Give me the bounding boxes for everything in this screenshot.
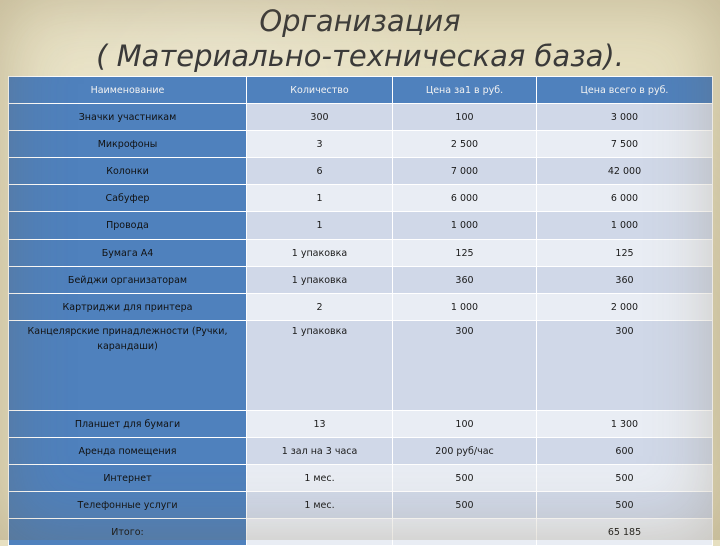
table-row bbox=[9, 240, 713, 267]
cell-name: Бумага А4 bbox=[9, 240, 247, 267]
table-row bbox=[9, 294, 713, 321]
cell-name: Интернет bbox=[9, 465, 247, 492]
materials-table bbox=[8, 76, 713, 546]
cell-total-price: 600 bbox=[537, 438, 713, 465]
cell-name: Бейджи организаторам bbox=[9, 267, 247, 294]
cell-name: Аренда помещения bbox=[9, 438, 247, 465]
cell-unit-price: 200 руб/час bbox=[393, 438, 537, 465]
header-quantity: Количество bbox=[247, 77, 393, 104]
cell-total-price: 42 000 bbox=[537, 158, 713, 185]
cell-name: Телефонные услуги bbox=[9, 492, 247, 519]
header-total-price: Цена всего в руб. bbox=[537, 77, 713, 104]
table-row bbox=[9, 438, 713, 465]
table-row bbox=[9, 104, 713, 131]
slide-title bbox=[0, 2, 720, 75]
cell-name: Сабуфер bbox=[9, 185, 247, 212]
table-row bbox=[9, 465, 713, 492]
cell-quantity: 3 bbox=[247, 131, 393, 158]
cell-name: Колонки bbox=[9, 158, 247, 185]
cell-unit-price: 300 bbox=[393, 321, 537, 411]
cell-unit-price bbox=[393, 519, 537, 546]
cell-name: Микрофоны bbox=[9, 131, 247, 158]
cell-quantity: 6 bbox=[247, 158, 393, 185]
cell-quantity: 300 bbox=[247, 104, 393, 131]
cell-quantity: 1 мес. bbox=[247, 465, 393, 492]
cell-total-price: 125 bbox=[537, 240, 713, 267]
header-unit-price: Цена за1 в руб. bbox=[393, 77, 537, 104]
cell-name: Канцелярские принадлежности (Ручки, карандаши) bbox=[9, 321, 247, 411]
cell-unit-price: 500 bbox=[393, 492, 537, 519]
cell-total-price: 360 bbox=[537, 267, 713, 294]
cell-quantity: 1 упаковка bbox=[247, 321, 393, 411]
cell-unit-price: 500 bbox=[393, 465, 537, 492]
cell-total-price: 3 000 bbox=[537, 104, 713, 131]
cell-quantity: 1 bbox=[247, 185, 393, 212]
cell-total-price: 7 500 bbox=[537, 131, 713, 158]
cell-total-price: 1 300 bbox=[537, 411, 713, 438]
cell-total-price: 1 000 bbox=[537, 212, 713, 240]
title-line-1: Организация bbox=[259, 4, 461, 38]
cell-name: Итого: bbox=[9, 519, 247, 546]
cell-total-price: 6 000 bbox=[537, 185, 713, 212]
title-line-2: ( Материально-техническая база). bbox=[96, 39, 624, 73]
table-row bbox=[9, 185, 713, 212]
table-row bbox=[9, 411, 713, 438]
cell-quantity: 13 bbox=[247, 411, 393, 438]
cell-name: Планшет для бумаги bbox=[9, 411, 247, 438]
cell-quantity: 1 упаковка bbox=[247, 267, 393, 294]
table-row bbox=[9, 492, 713, 519]
cell-quantity: 2 bbox=[247, 294, 393, 321]
table-row bbox=[9, 267, 713, 294]
cell-quantity: 1 зал на 3 часа bbox=[247, 438, 393, 465]
cell-total-price: 65 185 bbox=[537, 519, 713, 546]
cell-unit-price: 1 000 bbox=[393, 294, 537, 321]
cell-quantity: 1 bbox=[247, 212, 393, 240]
cell-total-price: 300 bbox=[537, 321, 713, 411]
table-header-row bbox=[9, 77, 713, 104]
cell-unit-price: 100 bbox=[393, 104, 537, 131]
table-row bbox=[9, 321, 713, 411]
cell-name: Провода bbox=[9, 212, 247, 240]
cell-unit-price: 1 000 bbox=[393, 212, 537, 240]
cell-name: Картриджи для принтера bbox=[9, 294, 247, 321]
cell-unit-price: 2 500 bbox=[393, 131, 537, 158]
table-row bbox=[9, 158, 713, 185]
cell-unit-price: 7 000 bbox=[393, 158, 537, 185]
cell-unit-price: 6 000 bbox=[393, 185, 537, 212]
cell-unit-price: 125 bbox=[393, 240, 537, 267]
cell-name: Значки участникам bbox=[9, 104, 247, 131]
cell-unit-price: 100 bbox=[393, 411, 537, 438]
table-row bbox=[9, 212, 713, 240]
cell-total-price: 500 bbox=[537, 465, 713, 492]
cell-quantity: 1 упаковка bbox=[247, 240, 393, 267]
cell-quantity: 1 мес. bbox=[247, 492, 393, 519]
cell-total-price: 2 000 bbox=[537, 294, 713, 321]
cell-unit-price: 360 bbox=[393, 267, 537, 294]
cell-quantity bbox=[247, 519, 393, 546]
table-row bbox=[9, 131, 713, 158]
cell-total-price: 500 bbox=[537, 492, 713, 519]
header-name: Наименование bbox=[9, 77, 247, 104]
table-total-row bbox=[9, 519, 713, 546]
